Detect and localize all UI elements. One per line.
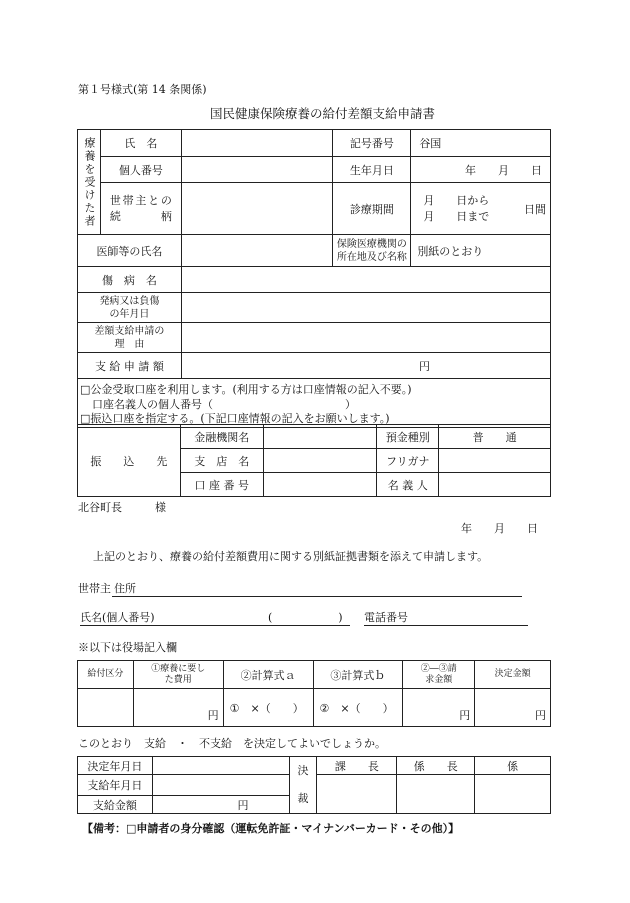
reason-field[interactable] xyxy=(181,323,550,353)
branch-field[interactable] xyxy=(263,449,377,473)
period-label: 診療期間 xyxy=(333,183,411,235)
amount-label: 支 給 申 請 額 xyxy=(78,353,182,379)
name-label: 氏 名 xyxy=(100,130,181,157)
pay-amount-field[interactable]: 円 xyxy=(152,796,289,814)
col-cost: ①療養に要した費用 xyxy=(133,661,223,689)
decision-date-label: 決定年月日 xyxy=(78,757,153,775)
decision-question: このとおり 支給 ・ 不支給 を決定してよいでしょうか。 xyxy=(78,737,386,750)
pay-date-field[interactable] xyxy=(152,775,289,796)
cost-field[interactable]: 円 xyxy=(133,689,223,727)
institution-field[interactable]: 別紙のとおり xyxy=(411,235,551,267)
section-chief-stamp[interactable] xyxy=(317,775,397,814)
form-number: 第１号様式(第 14 条関係) xyxy=(78,83,207,96)
formula-a-field[interactable]: ① ×（ ） xyxy=(223,689,313,727)
col-benefit-type: 給付区分 xyxy=(78,661,134,689)
doctor-field[interactable] xyxy=(181,235,332,267)
birth-label: 生年月日 xyxy=(333,157,411,183)
office-table xyxy=(77,660,551,727)
onset-label: 発病又は負傷の年月日 xyxy=(78,293,182,323)
form-title: 国民健康保険療養の給付差額支給申請書 xyxy=(210,106,436,121)
branch-label: 支 店 名 xyxy=(180,449,263,473)
holder-field[interactable] xyxy=(439,473,551,497)
staff-label: 係 xyxy=(475,757,551,775)
record-no-field[interactable]: 谷国 xyxy=(411,130,551,157)
col-decision: 決定金額 xyxy=(475,661,551,689)
account-field[interactable] xyxy=(263,473,377,497)
name-field[interactable] xyxy=(181,130,332,157)
addressee: 北谷町長 様 xyxy=(78,501,166,514)
address-line[interactable] xyxy=(112,596,522,597)
disease-label: 傷 病 名 xyxy=(78,267,182,293)
application-date[interactable]: 年 月 日 xyxy=(461,522,538,535)
approval-label: 決 裁 xyxy=(289,757,317,814)
unit-chief-label: 係 長 xyxy=(397,757,475,775)
kana-field[interactable] xyxy=(439,449,551,473)
statement: 上記のとおり、療養の給付差額費用に関する別紙証拠書類を添えて申請します。 xyxy=(93,550,489,563)
phone-line[interactable] xyxy=(364,625,528,626)
section-chief-label: 課 長 xyxy=(317,757,397,775)
doctor-label: 医師等の氏名 xyxy=(78,235,182,267)
col-formula-b: ③計算式ｂ xyxy=(313,661,403,689)
bank-label: 金融機関名 xyxy=(180,425,263,449)
patient-side-label: 療養を受けた者 xyxy=(78,130,101,235)
pay-amount-label: 支給金額 xyxy=(78,796,153,814)
deposit-field[interactable]: 普 通 xyxy=(439,425,551,449)
personal-no-field[interactable] xyxy=(181,157,332,183)
bank-field[interactable] xyxy=(263,425,377,449)
claim-field[interactable]: 円 xyxy=(403,689,475,727)
address-label: 住所 xyxy=(114,582,136,595)
decision-field[interactable]: 円 xyxy=(475,689,551,727)
phone-label: 電話番号 xyxy=(364,611,408,624)
relation-field[interactable] xyxy=(181,183,332,235)
disease-field[interactable] xyxy=(181,267,550,293)
record-no-label: 記号番号 xyxy=(333,130,411,157)
col-formula-a: ②計算式ａ xyxy=(223,661,313,689)
unit-chief-stamp[interactable] xyxy=(397,775,475,814)
institution-label: 保険医療機関の所在地及び名称 xyxy=(333,235,411,267)
holder-label: 名 義 人 xyxy=(377,473,439,497)
period-field[interactable]: 月 日から 月 日まで 日間 xyxy=(411,183,551,235)
name-id-line[interactable] xyxy=(80,625,350,626)
transfer-table xyxy=(77,424,551,497)
office-note: ※以下は役場記入欄 xyxy=(78,641,177,654)
account-holder-no[interactable]: 口座名義人の個人番号（ ） xyxy=(92,397,356,411)
application-table xyxy=(77,129,551,428)
transfer-label: 振 込 先 xyxy=(78,425,181,497)
name-id-paren: ( ) xyxy=(268,611,343,624)
pay-date-label: 支給年月日 xyxy=(78,775,153,796)
account-options xyxy=(78,379,551,428)
transfer-account-checkbox[interactable]: □振込口座を指定する。(下記口座情報の記入をお願いします。) xyxy=(80,411,390,425)
birth-field[interactable]: 年 月 日 xyxy=(411,157,551,183)
formula-b-field[interactable]: ② ×（ ） xyxy=(313,689,403,727)
footer-remark: 【備考：□申請者の身分確認（運転免許証・マイナンバーカード・その他）】 xyxy=(82,822,460,835)
col-claim: ②―③請求金額 xyxy=(403,661,475,689)
public-account-checkbox[interactable]: □公金受取口座を利用します。(利用する方は口座情報の記入不要。) xyxy=(80,382,412,396)
decision-table xyxy=(77,756,551,814)
relation-label: 世帯主との続柄 xyxy=(100,183,181,235)
deposit-label: 預金種別 xyxy=(377,425,439,449)
onset-field[interactable] xyxy=(181,293,550,323)
name-id-label: 氏名(個人番号) xyxy=(80,611,155,624)
reason-label: 差額支給申請の 理 由 xyxy=(78,323,182,353)
kana-label: フリガナ xyxy=(377,449,439,473)
account-label: 口 座 番 号 xyxy=(180,473,263,497)
personal-no-label: 個人番号 xyxy=(100,157,181,183)
decision-date-field[interactable] xyxy=(152,757,289,775)
amount-field[interactable]: 円 xyxy=(181,353,550,379)
benefit-type-field[interactable] xyxy=(78,689,134,727)
householder-label: 世帯主 xyxy=(78,582,111,595)
staff-stamp[interactable] xyxy=(475,775,551,814)
